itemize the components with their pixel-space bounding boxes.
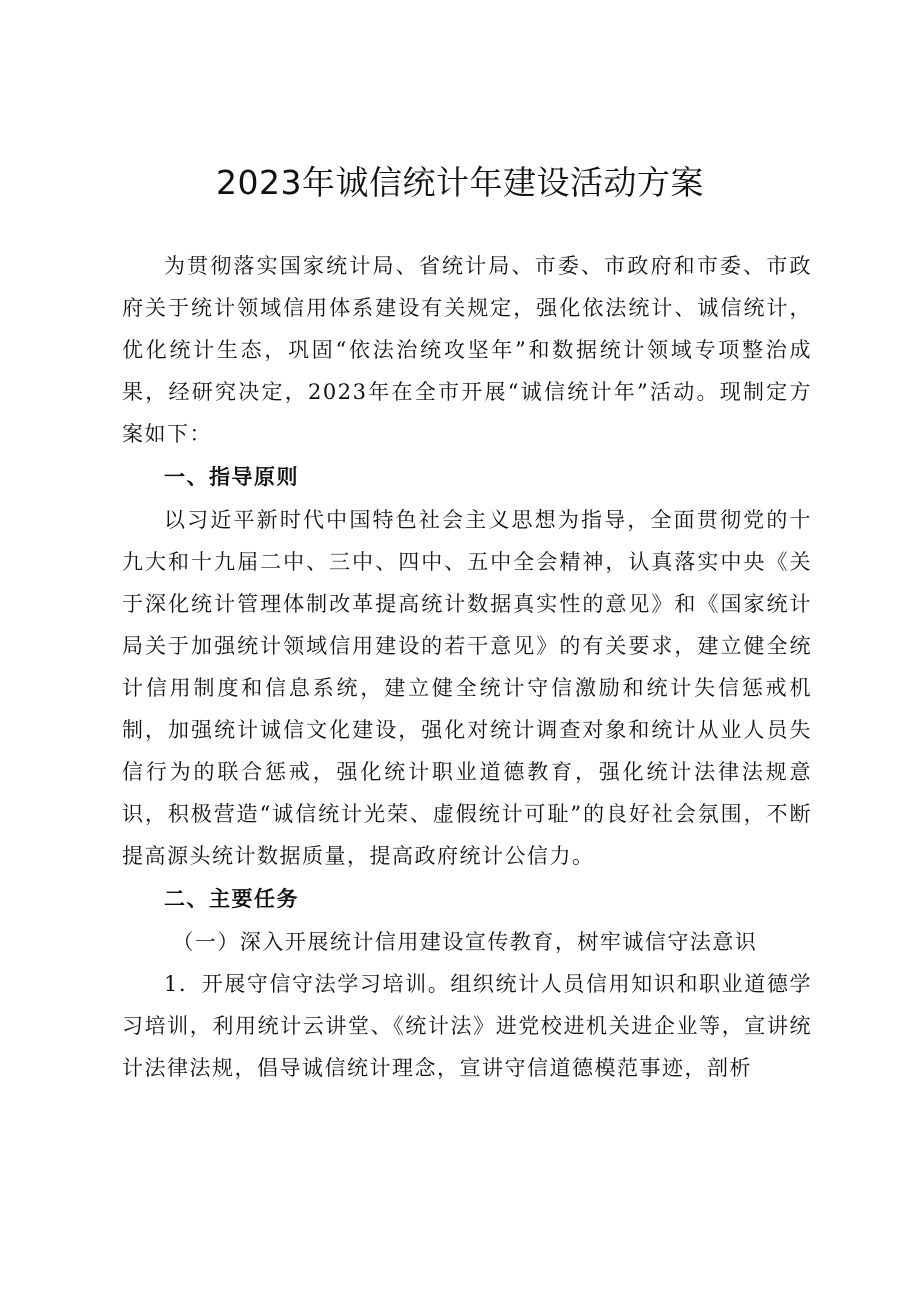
document-title: 2023年诚信统计年建设活动方案 [216,163,704,202]
guiding-principles-paragraph: 以习近平新时代中国特色社会主义思想为指导，全面贯彻党的十九大和十九届二中、三中、四中、五中全会精神，认真落实中央《关于深化统计管理体制改革提高统计数据真实性的意见》和《国家统计局关于加强统计领域信用建设的若干意见》的有关要求，建立健全统计信用制度和信息系统，建立健全统计守信激励和统计失信惩戒机制，加强统计诚信文化建设，强化对统计调查对象和统计从业人员失信行为的联合惩戒，强化统计职业道德教育，强化统计法律法规意识，积极营造“诚信统计光荣、虚假统计可耻”的良好社会氛围，不断提高源头统计数据质量，提高政府统计公信力。 [122,508,812,868]
task-item-1-paragraph: 1．开展守信守法学习培训。组织统计人员信用知识和职业道德学习培训，利用统计云讲堂、《统计法》进党校进机关进企业等，宣讲统计法律法规，倡导诚信统计理念，宣讲守信道德模范事迹，剖析 [122,972,812,1080]
section-heading-main-tasks: 二、主要任务 [164,887,299,911]
section-heading-guiding-principles: 一、指导原则 [164,465,299,489]
intro-paragraph: 为贯彻落实国家统计局、省统计局、市委、市政府和市委、市政府关于统计领域信用体系建设有关规定，强化依法统计、诚信统计，优化统计生态，巩固“依法治统攻坚年”和数据统计领域专项整治成果，经研究决定，2023年在全市开展“诚信统计年”活动。现制定方案如下： [122,254,812,446]
subsection-heading-publicity-education: （一）深入开展统计信用建设宣传教育，树牢诚信守法意识 [172,930,758,954]
document-body [122,245,812,1089]
